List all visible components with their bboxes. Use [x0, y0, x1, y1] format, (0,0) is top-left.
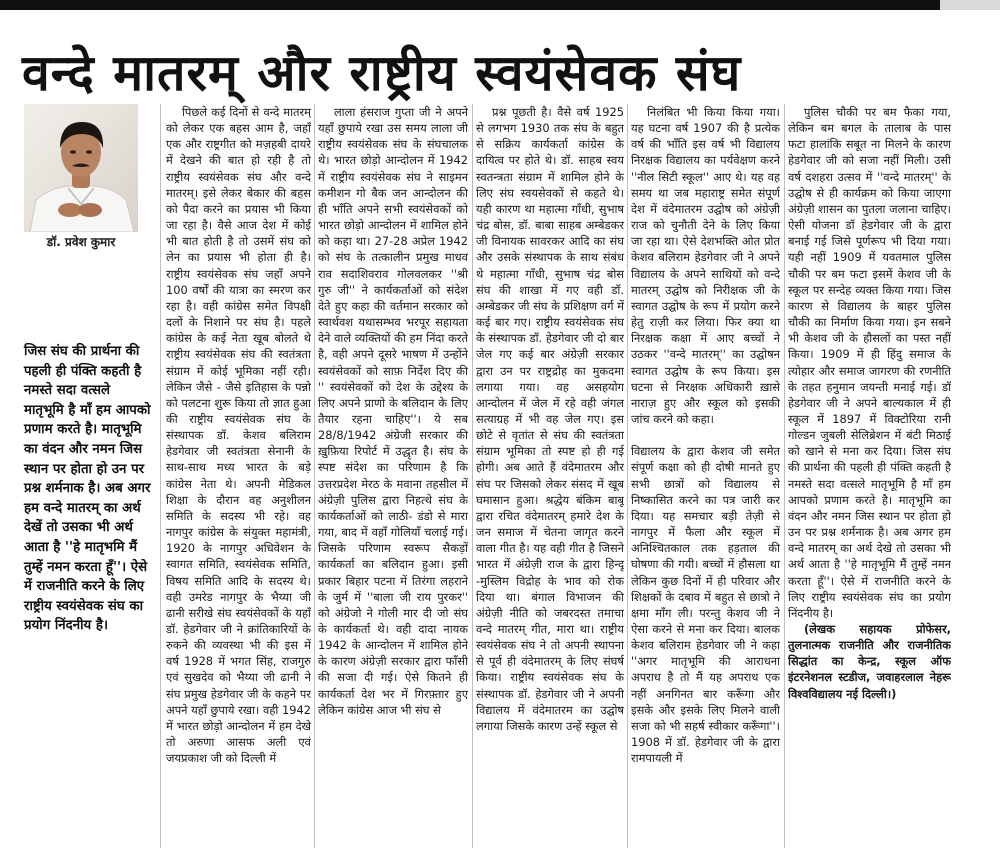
author-note: (लेखक सहायक प्रोफेसर, तुलनात्मक राजनीति और राजनीतिक सिद्धांत का केन्द्र, स्कूल ऑफ इंटरनेशनल स्टडीज, जवाहरलाल नेहरू विश्वविद्यालय नई दिल्ली।) [788, 622, 951, 701]
page-top-bar [0, 0, 1000, 10]
article-column-1 [166, 104, 311, 850]
article-column-2 [318, 104, 468, 850]
top-bar-fade [940, 0, 1000, 10]
column-divider [160, 104, 161, 848]
column-divider [784, 104, 785, 848]
column-text: लाला हंसराज गुप्ता जी ने अपने यहाँ छुपाये रखा उस समय लाला जी राष्ट्रीय स्वयंसेवक संघ के संघचालक थे। भारत छोड़ो आन्दोलन में 1942 में राष्ट्रीय स्वयंसेवक संघ ने साइमन कमीशन गो बैक जन आन्दोलन की ही भाँति अपने सभी स्वयंसेवकों को भारत छोड़ो आन्दोलन में शामिल होने को कहा था। 27-28 अप्रेल 1942 को संघ के तत्कालीन प्रमुख माधव राव सदाशिवराव गोलवलकर ''श्री गुरु जी'' ने कार्यकर्ताओं को संदेश देते हुए कहा की वर्तमान सरकार को स्वार्थवश यथासम्भव भरपूर सहायता देने वाले व्यक्तियों की हम निंदा करते है, वही अपने दूसरे भाषण में उन्होंने स्वयंसेवकों को साफ़ निर्देश दिए की '' स्वयंसेवकों को देश के उद्देश्य के लिए अपने प्राणो के बलिदान के लिए तैयार रहना चाहिए''। ये सब 28/8/1942 अंग्रेजी सरकार की ख़ुफ़िया रिपोर्ट में उद्धृत है। संघ के स्पष्ट संदेश का परिणाम है कि उत्तरप्रदेश मेरठ के मवाना तहसील में अंग्रेज़ी पुलिस द्वारा निहत्थे संघ के कार्यकर्ताओं को लाठी- डंडो से मारा गया, बाद में वहाँ गोलियाँ चलाई गई। जिसके परिणाम स्वरूप सैकड़ों कार्यकर्ता का बलिदान हुआ। इसी प्रकार बिहार पटना में तिरंगा लहराने के जुर्म में ''बाला जी राय पुरकर'' को अंग्रेजो ने गोली मार दी जो संघ के कार्यकर्ता थे। वही दादा नायक 1942 के आन्दोलन में शामिल होने के कारण अंग्रेज़ी सरकार द्वारा फाँसी की सजा दी गई। ऐसे कितने ही कार्यकर्ता देश भर में गिरफ़्तार हुए लेकिन कांग्रेस आज भी संघ से [318, 105, 468, 717]
article-column-3 [476, 104, 624, 850]
column-divider [627, 104, 628, 848]
column-divider [314, 104, 315, 848]
column-divider [472, 104, 473, 848]
column-text: पुलिस चौकी पर बम फैका गया, लेकिन बम बगल के तालाब के पास फटा हालांकि सबूत ना मिलने के कारण हेडगेवार जी को सजा नहीं मिली। उसी वर्ष दशहरा उत्सव में ''वन्दे मातरम्'' के उद्घोष से ही कार्यक्रम को किया जाएगा अंग्रेज़ी शासन का पुतला जलाना चाहिए। ऐसी योजना डॉ हेडगेवार जी के द्वारा बनाई गई जिसे पूर्णरूप भी दिया गया। यही नहीं 1909 में यवतमाल पुलिस चौकी पर बम फटा इसमें केशव जी के स्कूल पर सन्देह व्यक्त किया गया। जिस कारण से विद्यालय के बाहर पुलिस चौकी का निर्माण किया गया। इन सबने भी केशव जी के हौसलों का पस्त नहीं किया। 1909 में ही हिंदु समाज के त्योहार और समाज जागरण की रणनीति के तहत हनुमान जयन्ती मनाई गई। डॉ हेडगेवार जी ने अपने बाल्यकाल में ही स्कूल में 1897 में विक्टोरिया रानी गोल्डन जुबली सेलिब्रेशन में बंटी मिठाई को खाने से मना कर दिया। जिस संघ की प्रार्थना की पहली ही पंक्ति कहती है नमस्ते सदा वत्सले मातृभूमि है माँ हम आपको प्रणाम करते है। मातृभूमि का वंदन और नमन जिस स्थान पर होता हो उन पर प्रश्न शर्मनाक है। अब अगर हम वन्दे मातरम् का अर्थ देखे तो उसका भी अर्थ आता है ''हे मातृभूमि मैं तुम्हें नमन करता हूँ''। ऐसे में राजनीति करने के लिए राष्ट्रीय स्वयंसेवक संघ का प्रयोग निंदनीय है। [788, 105, 951, 620]
author-caption: डॉ. प्रवेश कुमार [46, 235, 116, 249]
pull-quote: जिस संघ की प्रार्थना की पहली ही पंक्ति कहती है नमस्ते सदा वत्सले मातृभूमि है माँ हम आपको प्रणाम करते है। मातृभूमि का वंदन और नमन जिस स्थान पर होता हो उन पर प्रश्न शर्मनाक है। अब अगर हम वन्दे मातरम् का अर्थ देखें तो उसका भी अर्थ आता है ''हे मातृभमि मैं तुम्हें नमन करता हूँ''। ऐसे में राजनीति करने के लिए राष्ट्रीय स्वयंसेवक संघ का प्रयोग निंदनीय है। [24, 344, 151, 634]
column-text: निलंबित भी किया किया गया। यह घटना वर्ष 1907 की है प्रत्येक वर्ष की भाँति इस वर्ष भी विद्यालय निरक्षक विद्यालय का पर्यवेक्षण करने ''नील सिटी स्कूल'' आए थे। यह वह समय था जब महाराष्ट्र समेत संपूर्ण देश में वंदेमातरम उद्घोष को अंग्रेज़ी राज को चुनौती देने के लिए किया जा रहा था। ऐसे देशभक्ति ओत प्रोत केशव बलिराम हेडगेवार जी ने अपने विद्यालय के अपने साथियों को वन्दे मातरम् उद्घोष को निरीक्षक जी के स्वागत उद्घोष के रूप में प्रयोग करने हेतु राज़ी कर लिया। फिर क्या था निरक्षक कक्षा में आए बच्चों ने उठकर ''वन्दे मातरम्'' का उद्घोषन स्वागत उद्घोष के रूप किया। इस घटना से निरक्षक अधिकारी ख़ासे नाराज़ हुए और स्कूल को इसकी जांच करने को कहा। विद्यालय के द्वारा केशव जी समेत संपूर्ण कक्षा को ही दोषी मानते हुए सभी छात्रों को विद्यालय से निष्कासित करने का पत्र जारी कर दिया। यह समचार बड़ी तेज़ी से नागपुर में फैला और स्कूल में अनिश्चितकाल तक हड़ताल की घोषणा की गयी। बच्चों में हौसला था लेकिन कुछ दिनों में ही परिवार और शिक्षकों के दबाव में बहुत से छात्रो ने क्षमा माँग ली। परन्तु केशव जी ने ऐसा करने से मना कर दिया। बालक केशव बलिराम हेडगेवार जी ने कहा ''अगर मातृभूमि की आराधना अपराध है तो मैं यह अपराध एक नहीं अनगिनत बार करूँगा और इसके और इसके लिए मिलने वाली सजा को भी सहर्ष स्वीकार करूँगा''। 1908 में डॉ. हेडगेवार जी के द्वारा रामपायली में [631, 105, 780, 766]
column-text: पिछले कई दिनों से वन्दे मातरम् को लेकर एक बहस आम है, जहाँ एक और राष्ट्रगीत को मज़हबी दायरे में देखने की बात हो रही है तो राष्ट्रीय स्वयंसेवक संघ और वन्दे मातरम्। इसे लेकर बेकार की बहस को पैदा करने का प्रयास भी किया जा रहा है। वैसे आज देश में कोई भी बात होती है तो उसमें संघ को लेन का प्रयास भी होता ही है। राष्ट्रीय स्वयंसेवक संघ जहाँ अपने 100 वर्षों की यात्रा का स्मरण कर रहा है। वही कांग्रेस समेत विपक्षी दलों के निशाने पर संघ है। पहले कांग्रेस के कई नेता खूब बोलते थे राष्ट्रीय स्वयंसेवक संघ की स्वतंत्रता संग्राम में कोई भूमिका नहीं रही। लेकिन जैसे - जैसे इतिहास के पन्नो को पलटना शुरू किया तो ज्ञात हुआ की राष्ट्रीय स्वयंसेवक संघ के संस्थापक डॉ. केशव बलिराम हेडगेवार जी स्वतंत्रता सेनानी के साथ-साथ मध्य भारत के बड़े कांग्रेस नेता थे। अपनी मेडिकल शिक्षा के दौरान वह अनुशीलन समिति के सदस्य भी रहे। वह नागपुर कांग्रेस के संयुक्त महामंत्री, 1920 के नागपुर अधिवेशन के स्वागत समिति, स्वयंसेवक समिति, विषय समिति आदि के सदस्य थे। वही उमरेड नागपुर के भैय्या जी ढानी सरीखे संघ स्वयंसेवकों के यहाँ डॉ. हेडगेवार जी ने क्रांतिकारियों के रुकने की व्यवस्था भी की इस में वर्ष 1928 में भगत सिंह, राजगुरु एवं सुखदेव को भैय्या जी ढानी ने संघ प्रमुख हेडगेवार जी के कहने पर अपने यहाँ छुपाये रखा। वही 1942 में भारत छोड़ो आन्दोलन में हम देखे तो अरुणा आसफ अली एवं जयप्रकाश जी को दिल्ली में [166, 105, 311, 766]
headline: वन्दे मातरम् और राष्ट्रीय स्वयंसेवक संघ [22, 44, 742, 102]
author-portrait-icon [24, 104, 138, 232]
article-column-5 [788, 104, 951, 850]
author-photo [24, 104, 138, 232]
article-column-4 [631, 104, 780, 850]
column-text: प्रश्न पूछती है। वैसे वर्ष 1925 से लगभग 1930 तक संघ के बहुत से सक्रिय कार्यकर्ता कांग्रेस के दायित्व पर होते थे। डॉ. साहब स्वय स्वतन्त्रता संग्राम में शामिल होने के लिए संघ स्वयसेवकों से कहते थे। यही कारण था महात्मा गाँधी, सुभाष चंद्र बोस, डॉ. बाबा साहब अम्बेडकर जी विनायक सावरकर आदि का संघ और उसके संस्थापक के साथ संबंध थे महात्मा गाँधी, सुभाष चंद्र बोस संघ की शाखा में गए वही डॉ. अम्बेडकर जी संघ के प्रशिक्षण वर्ग में कई बार गए। राष्ट्रीय स्वयंसेवक संघ के संस्थापक डॉ. हेडगेवार जी दो बार जेल गए कई बार अंग्रेज़ी सरकार द्वारा उन पर राष्ट्रद्रोह का मुकदमा लगाया गया। वह असहयोग आन्दोलन में जेल में रहे वही जंगल सत्याग्रह में भी वह जेल गए। इस छोटे से वृतांत से संघ की स्वतंत्रता संग्राम भूमिका तो स्पष्ट हो ही गई होगी। अब आते हैं वंदेमातरम और संघ पर जिसको लेकर संसद में खूब घमासान हुआ। श्रद्धेय बंकिम बाबू द्वारा रचित वंदेमातरम् हमारे देश के जन समाज में चेतना जागृत करने वाला गीत है। यह वही गीत है जिसने भारत में अंग्रेज़ी राज के द्वारा हिन्दू -मुस्लिम विद्रोह के भाव को रोक दिया था। बंगाल विभाजन की अंग्रेज़ी नीति को जबरदस्त तमाचा वन्दे मातरम् गीत, मारा था। राष्ट्रीय स्वयंसेवक संघ ने तो अपनी स्थापना से पूर्व ही वंदेमातरम् के लिए संघर्ष किया। राष्ट्रीय स्वयंसेवक संघ के संस्थापक डॉ. हेडगेवार जी ने अपनी विद्यालय में वंदेमातरम का उद्घोष लगाया जिसके कारण उन्हें स्कूल से [476, 105, 624, 733]
